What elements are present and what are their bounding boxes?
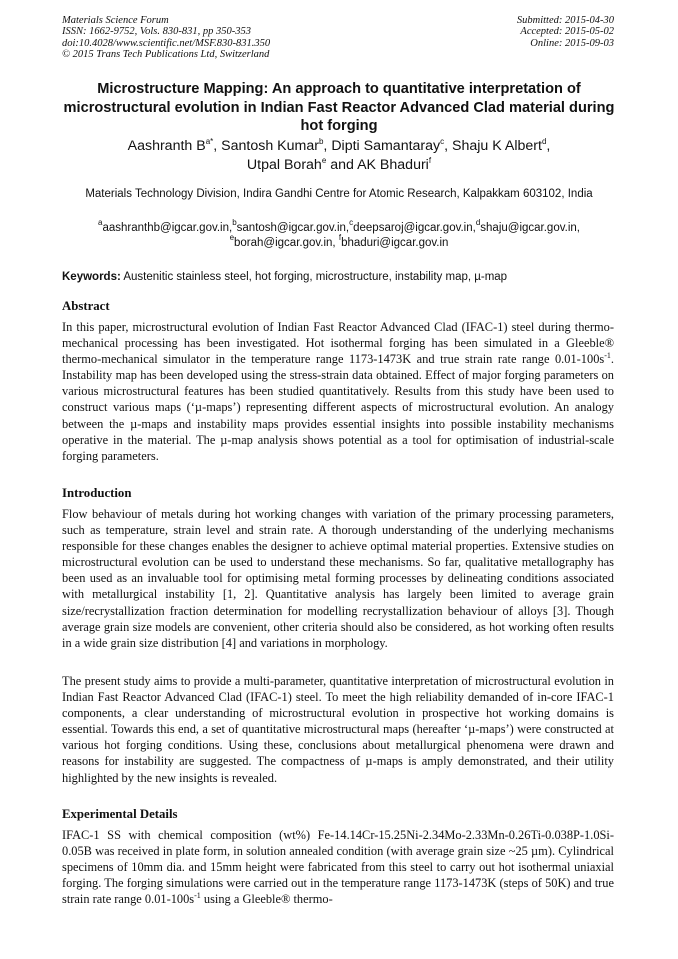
journal-name: Materials Science Forum bbox=[62, 15, 169, 26]
author-name: AK Bhaduri bbox=[357, 157, 429, 173]
email-sup: a bbox=[98, 218, 103, 227]
email-link[interactable]: borah@igcar.gov.in, bbox=[234, 237, 336, 249]
introduction-body bbox=[62, 506, 614, 651]
abstract-heading: Abstract bbox=[62, 299, 110, 313]
paper-title: Microstructure Mapping: An approach to quantitative interpretation of microstructural evolution in Indian Fast Reactor Advanced Clad material during hot forging bbox=[63, 81, 615, 135]
email-link[interactable]: bhaduri@igcar.gov.in bbox=[341, 237, 449, 249]
experimental-body bbox=[62, 827, 614, 907]
author-separator: and bbox=[326, 157, 358, 173]
email-link[interactable]: santosh@igcar.gov.in, bbox=[236, 222, 350, 234]
author-sup: a* bbox=[205, 137, 214, 146]
submitted-date: Submitted: 2015-04-30 bbox=[516, 15, 614, 26]
author-name: Aashranth B bbox=[127, 138, 206, 154]
experimental-text: using a Gleeble® thermo- bbox=[200, 892, 333, 907]
unit-superscript: -1 bbox=[604, 351, 611, 361]
online-date: Online: 2015-09-03 bbox=[530, 37, 614, 49]
author-separator: , bbox=[213, 138, 222, 154]
journal-issn: ISSN: 1662-9752, Vols. 830-831, pp 350-353 bbox=[62, 26, 251, 38]
introduction-body-2 bbox=[62, 673, 614, 786]
journal-header bbox=[62, 15, 270, 61]
unit-superscript: -1 bbox=[194, 891, 201, 901]
keywords bbox=[62, 270, 616, 285]
accepted-date: Accepted: 2015-05-02 bbox=[520, 26, 614, 38]
author-sup: c bbox=[440, 137, 445, 146]
affiliation: Materials Technology Division, Indira Gandhi Centre for Atomic Research, Kalpakkam 603102, India bbox=[85, 188, 593, 200]
email-link[interactable]: shaju@igcar.gov.in, bbox=[480, 222, 580, 234]
author-name: Shaju K Albert bbox=[452, 138, 542, 154]
journal-copyright: © 2015 Trans Tech Publications Ltd, Switzerland bbox=[62, 49, 270, 61]
experimental-heading: Experimental Details bbox=[62, 807, 178, 821]
introduction-heading: Introduction bbox=[62, 486, 132, 500]
author-name: Utpal Borah bbox=[246, 157, 322, 173]
author-list bbox=[62, 137, 616, 175]
experimental-text: IFAC-1 SS with chemical composition (wt%) Fe-14.14Cr-15.25Ni-2.34Mo-2.33Mn-0.26Ti-0.038P-1.0Si-0.05B was received in plate form, in solution annealed condition (with average grain size ~25 µm). Cylindrical specimens of 10mm dia. and 15mm height were fabricated from this steel to carry out hot isothermal uniaxial forging. The forging simulations were carried out in the temperature range 1173-1473K (steps of 50K) and true strain rate range 0.01-100s bbox=[62, 828, 614, 907]
abstract-text: In this paper, microstructural evolution of Indian Fast Reactor Advanced Clad (IFAC-1) steel during thermo-mechanical processing has been investigated. Hot isothermal forging has been simulated in a Gleeble® thermo-mechanical simulator in the temperature range 1173-1473K and true strain rate range 0.01-100s bbox=[62, 320, 614, 367]
journal-doi[interactable]: doi:10.4028/www.scientific.net/MSF.830-831.350 bbox=[62, 37, 271, 49]
abstract-body bbox=[62, 319, 614, 464]
author-separator: , bbox=[546, 138, 551, 154]
email-list bbox=[62, 218, 616, 251]
email-sup: d bbox=[475, 218, 481, 227]
introduction-paragraph: The present study aims to provide a multi-parameter, quantitative interpretation of microstructural evolution in Indian Fast Reactor Advanced Clad (IFAC-1) steel. To meet the high reliability demanded of in-core IFAC-1 components, a clear understanding of microstructural evolution in prospective hot working domains is essential. Towards this end, a set of quantitative microstructural maps (hereafter ‘µ-maps’) were constructed at various hot forging conditions. Using these, conclusions about metallurgical phenomena were drawn and reasons for instability are suggested. The compactness of µ-maps is amply demonstrated, and their utility highlighted by the new insights is revealed. bbox=[62, 674, 614, 785]
author-name: Santosh Kumar bbox=[221, 138, 319, 154]
author-sup: e bbox=[321, 156, 327, 165]
abstract-paragraph bbox=[62, 319, 614, 464]
experimental-paragraph bbox=[62, 827, 614, 907]
email-sup: c bbox=[349, 218, 354, 227]
keywords-label: Keywords: bbox=[62, 271, 121, 283]
author-sup: b bbox=[318, 137, 324, 146]
email-sup: f bbox=[338, 233, 342, 242]
keywords-text: Austenitic stainless steel, hot forging, microstructure, instability map, µ-map bbox=[120, 271, 508, 283]
introduction-paragraph: Flow behaviour of metals during hot working changes with variation of the primary processing parameters, such as temperature, strain level and strain rate. A thorough understanding of the underlying mechanisms responsible for these changes enables the designer to achieve optimal material properties. Extensive studies on microstructural evolution can be used to understand these mechanisms. So far, qualitative metallography has been used as an invaluable tool for optimising metal forming processes by delineating conditions associated with metallurgical instability [1, 2]. Quantitative analysis has largely been limited to average grain size/recrystallization fraction determination for modelling recrystallization behaviour of alloys [3]. Though average grain size models are convenient, other criteria should also be considered, as hot working often results in a wide grain size distribution [4] and variations in morphology. bbox=[62, 507, 614, 650]
dates-header bbox=[517, 15, 614, 49]
abstract-text: . Instability map has been developed using the stress-strain data obtained. Effect of major forging parameters on various microstructural features has been studied quantitatively. Results from this study have been used to construct various maps (‘µ-maps’) representing different aspects of microstructural evolution. An analogy between the µ-maps and instability maps provides essential insights into possible instability mechanisms operative in the material. The µ-map analysis shows potential as a tool for optimisation of industrial-scale forging parameters. bbox=[62, 352, 614, 463]
email-link[interactable]: deepsaroj@igcar.gov.in, bbox=[353, 222, 476, 234]
author-sup: d bbox=[541, 137, 547, 146]
email-sup: e bbox=[229, 233, 235, 242]
email-sup: b bbox=[232, 218, 237, 227]
email-link[interactable]: aashranthb@igcar.gov.in, bbox=[102, 222, 233, 234]
author-sup: f bbox=[428, 156, 432, 165]
author-separator: , bbox=[444, 138, 453, 154]
author-name: Dipti Samantaray bbox=[331, 138, 441, 154]
author-separator: , bbox=[323, 138, 332, 154]
